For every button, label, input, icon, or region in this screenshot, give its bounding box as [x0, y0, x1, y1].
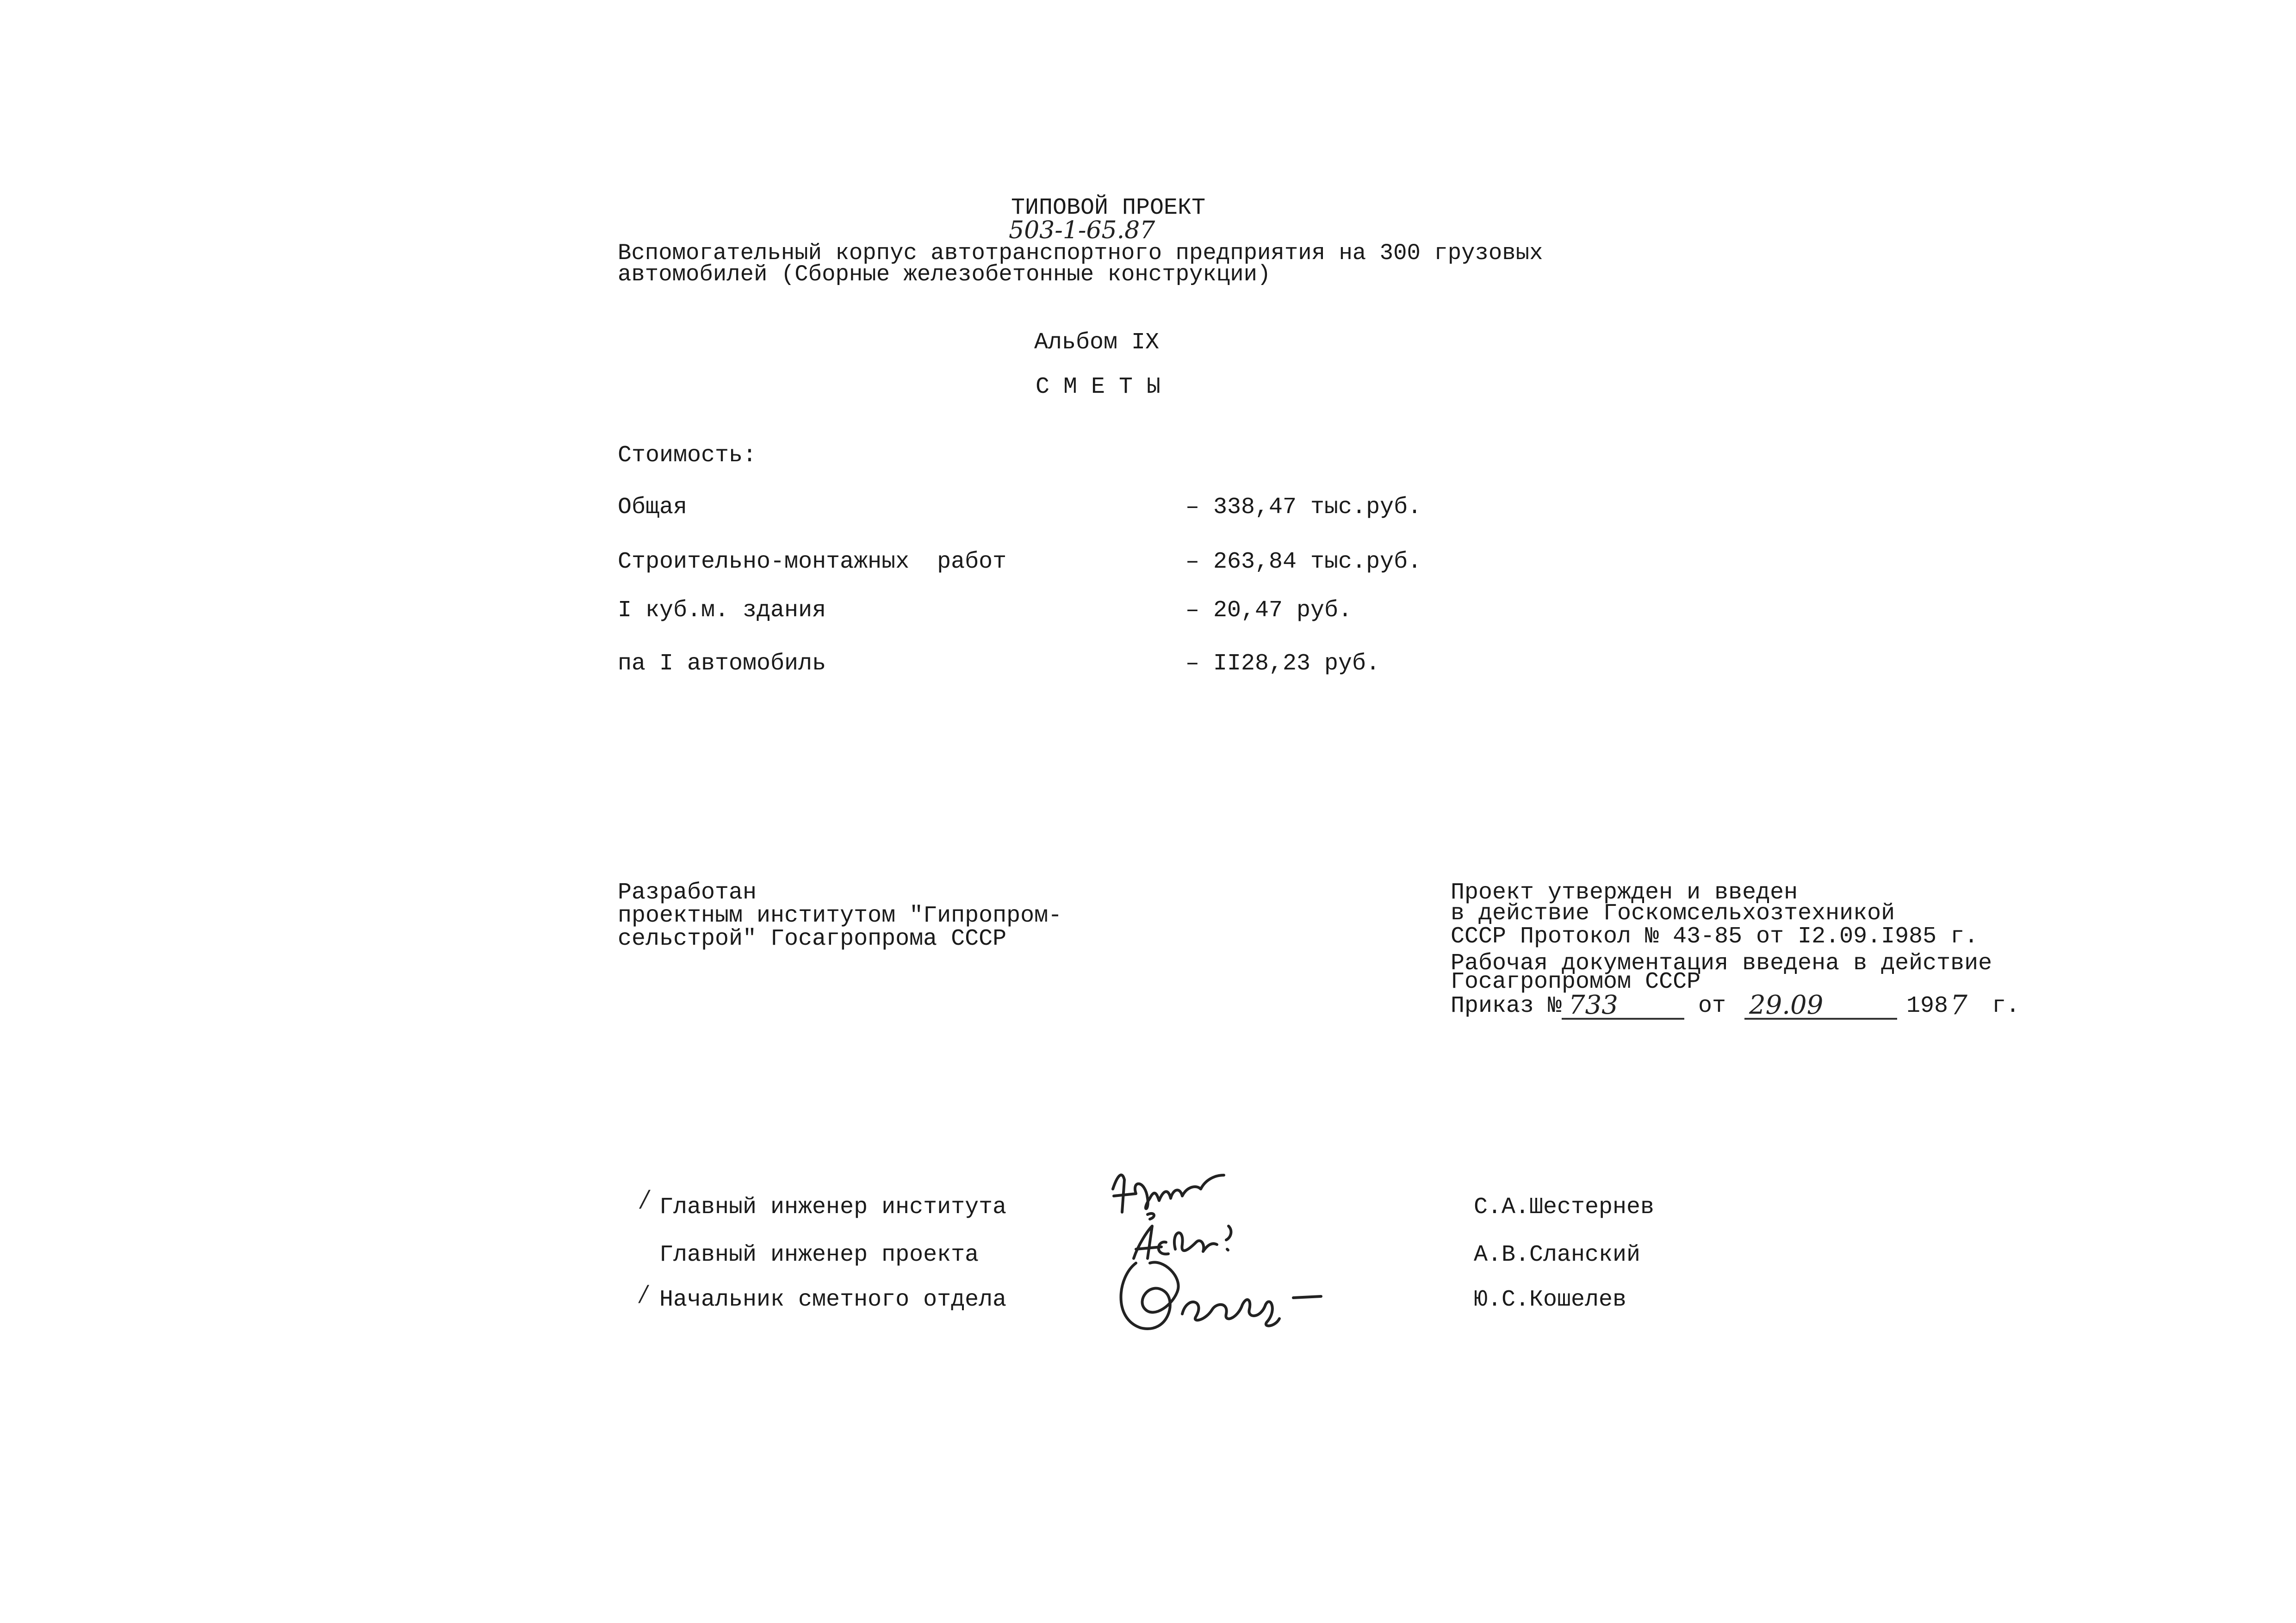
- signatory-position: Начальник сметного отдела: [659, 1287, 1007, 1313]
- order-year-digit: 7: [1950, 989, 1967, 1021]
- tick-mark: /: [640, 1281, 648, 1307]
- signature-chief-engineer-institute: [1104, 1161, 1242, 1226]
- approval-line-3: СССР Протокол № 43-85 от I2.09.I985 г.: [1451, 923, 1979, 950]
- signatory-name: А.В.Сланский: [1474, 1242, 1641, 1268]
- developer-line-3: сельстрой" Госагропрома СССР: [618, 926, 1007, 952]
- cost-label: Строительно-монтажных работ: [618, 549, 1007, 575]
- order-suffix: г.: [1992, 993, 2020, 1019]
- project-type: ТИПОВОЙ ПРОЕКТ: [1011, 195, 1206, 221]
- approval-line-2: в действие Госкомсельхозтехникой: [1451, 900, 1895, 927]
- order-number: 733: [1569, 990, 1618, 1020]
- order-from: от: [1698, 993, 1726, 1019]
- order-prefix: Приказ №: [1451, 993, 1562, 1019]
- cost-value: – 338,47 тыс.руб.: [1185, 494, 1422, 520]
- title-line-1: Вспомогательный корпус автотранспортного предприятия на 300 грузовых: [618, 240, 1543, 266]
- cost-label: Общая: [618, 494, 688, 520]
- signatory-name: Ю.С.Кошелев: [1474, 1287, 1627, 1313]
- title-line-2: автомобилей (Сборные железобетонные конструкции): [618, 261, 1271, 287]
- approval-line-4: Рабочая документация введена в действие: [1451, 950, 1992, 977]
- order-number-underline: [1562, 1018, 1684, 1020]
- project-number: 503-1-65.87: [1009, 217, 1155, 244]
- signature-head-estimate-dept: [1108, 1249, 1367, 1342]
- signatory-name: С.А.Шестернев: [1474, 1194, 1655, 1220]
- costs-heading: Стоимость:: [618, 442, 757, 469]
- tick-mark: /: [641, 1185, 649, 1212]
- order-year-prefix: 198: [1906, 993, 1948, 1019]
- order-date: 29.09: [1749, 990, 1824, 1020]
- cost-value: – II28,23 руб.: [1185, 650, 1380, 677]
- developer-line-2: проектным институтом "Гипропром-: [618, 903, 1062, 929]
- album-label: Альбом IX: [1034, 329, 1160, 356]
- signatory-position: Главный инженер института: [659, 1194, 1007, 1220]
- section-title: С М Е Т Ы: [1036, 374, 1161, 400]
- developer-line-1: Разработан: [618, 880, 757, 906]
- cost-value: – 263,84 тыс.руб.: [1185, 549, 1422, 575]
- cost-label: па I автомобиль: [618, 650, 826, 677]
- approval-line-5: Госагропромом СССР: [1451, 969, 1701, 995]
- signatory-position: Главный инженер проекта: [659, 1242, 979, 1268]
- order-date-underline: [1744, 1018, 1897, 1020]
- cost-label: I куб.м. здания: [618, 597, 826, 624]
- approval-line-1: Проект утвержден и введен: [1451, 880, 1798, 906]
- cost-value: – 20,47 руб.: [1185, 597, 1353, 624]
